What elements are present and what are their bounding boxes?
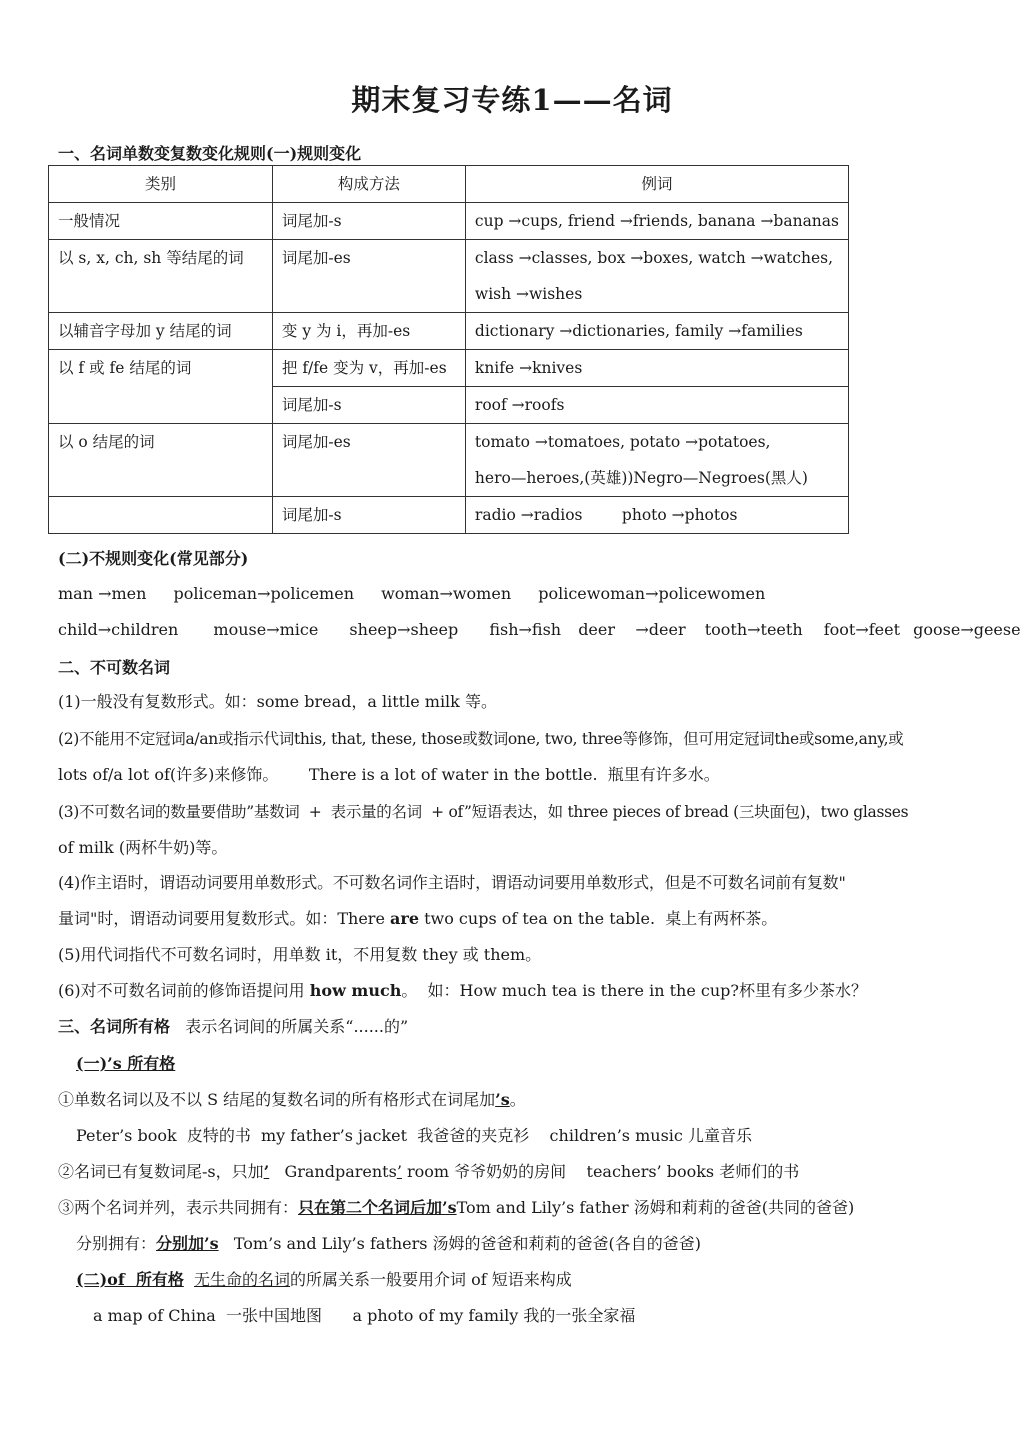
irregular-item: sheep→sheep (349, 620, 459, 639)
cell-category: 一般情况 (49, 203, 273, 240)
paragraph: of milk (两杯牛奶)等。 (58, 838, 228, 857)
table-header-row (49, 166, 849, 203)
cell-method: 词尾加-es (272, 424, 465, 497)
cell-category: 以 s, x, ch, sh 等结尾的词 (49, 240, 273, 313)
example-line: a map of China 一张中国地图 a photo of my family 我的一张全家福 (93, 1306, 636, 1325)
paragraph: (5)用代词指代不可数名词时，用单数 it，不用复数 they 或 them。 (58, 945, 542, 964)
section-3-heading (58, 1016, 408, 1038)
cell-category-empty (49, 497, 273, 534)
text-run: two cups of tea on the table. 桌上有两杯茶。 (419, 909, 778, 928)
text-run: 。 (509, 1090, 526, 1109)
table-row (49, 203, 849, 240)
cell-example: roof →roofs (465, 387, 848, 424)
text-run: 分别拥有： (76, 1234, 157, 1253)
cell-method: 词尾加-s (272, 203, 465, 240)
text-bold: are (390, 909, 419, 928)
irregular-item: policeman→policemen (173, 584, 354, 603)
text-run: Grandparents (269, 1162, 397, 1181)
paragraph (58, 908, 777, 930)
text-run: Tom’s and Lily’s fathers 汤姆的爸爸和莉莉的爸爸(各自的爸爸) (218, 1234, 702, 1253)
subheading-s-possessive: (一)’s 所有格 (76, 1054, 176, 1073)
irregular-item: child→children (58, 620, 179, 639)
cell-example (465, 424, 848, 497)
cell-method: 把 f/fe 变为 v，再加-es (272, 350, 465, 387)
text-underlined: 无生命的名词 (194, 1270, 291, 1289)
irregular-item: foot→feet (823, 620, 901, 639)
cell-category: 以 o 结尾的词 (49, 424, 273, 497)
irregular-item: man →men (58, 584, 147, 603)
header-category: 类别 (49, 166, 273, 203)
irregular-item: goose→geese (913, 620, 1021, 639)
cell-example-line: hero—heroes,(英雄))Negro—Negroes(黑人) (474, 469, 808, 487)
text-underlined: 只在第二个名词后加’s (298, 1198, 457, 1217)
irregular-item: mouse→mice (213, 620, 319, 639)
cell-method: 变 y 为 i，再加-es (272, 313, 465, 350)
header-example: 例词 (465, 166, 848, 203)
paragraph: (3)不可数名词的数量要借助”基数词 + 表示量的名词 + of”短语表达，如 three pieces of bread (三块面包)，two glasses (58, 803, 909, 821)
cell-method: 词尾加-es (272, 240, 465, 313)
text-bold: how much (309, 981, 402, 1000)
text-run: (6)对不可数名词前的修饰语提问用 (58, 981, 310, 1000)
paragraph (58, 980, 867, 1002)
cell-category: 以 f 或 fe 结尾的词 (49, 350, 273, 424)
cell-method: 词尾加-s (272, 387, 465, 424)
cell-example: knife →knives (465, 350, 848, 387)
text-run: ②名词已有复数词尾-s，只加 (58, 1162, 264, 1181)
text-mark: ’ (396, 1162, 402, 1181)
section-3-heading-bold: 三、名词所有格 (58, 1017, 171, 1036)
paragraph: (4)作主语时，谓语动词要用单数形式。不可数名词作主语时，谓语动词要用单数形式，但是不可数名词前有复数" (58, 873, 846, 892)
table-row (49, 240, 849, 313)
rule-1 (58, 1089, 526, 1111)
plural-rules-table (48, 165, 849, 534)
table-row (49, 424, 849, 497)
subheading-of-label: (二)of 所有格 (76, 1270, 184, 1289)
text-underlined: 分别加’s (156, 1234, 219, 1253)
section-2-heading: 二、不可数名词 (58, 658, 171, 677)
text-run: 。 如：How much tea is there in the cup?杯里有多少茶水？ (401, 981, 867, 1000)
rule-4 (76, 1233, 701, 1255)
paragraph: (2)不能用不定冠词a/an或指示代词this, that, these, those或数词one, two, three等修饰，但可用定冠词the或some,any,或 (58, 730, 904, 748)
cell-method: 词尾加-s (272, 497, 465, 534)
cell-example-line: tomato →tomatoes, potato →potatoes, (474, 433, 771, 451)
text-run: Tom and Lily’s father 汤姆和莉莉的爸爸(共同的爸爸) (456, 1198, 855, 1217)
example-line: Peter’s book 皮特的书 my father’s jacket 我爸爸的夹克衫 children’s music 儿童音乐 (76, 1126, 752, 1145)
irregular-item: woman→women (381, 584, 512, 603)
table-row (49, 497, 849, 534)
irregular-item: fish→fish (489, 620, 562, 639)
irregular-line-1 (58, 583, 787, 605)
table-row (49, 350, 849, 387)
text-run: 的所属关系一般要用介词 of 短语来构成 (290, 1270, 572, 1289)
text-mark: ’s (495, 1090, 510, 1109)
page-title: 期末复习专练1——名词 (351, 83, 673, 117)
text-run: 量词"时，谓语动词要用复数形式。如：There (58, 909, 391, 928)
irregular-line-2 (58, 619, 1021, 641)
irregular-item: deer →deer (578, 620, 686, 639)
table-row (49, 313, 849, 350)
irregular-item: policewoman→policewomen (538, 584, 766, 603)
cell-category: 以辅音字母加 y 结尾的词 (49, 313, 273, 350)
text-mark: ’ (263, 1162, 270, 1181)
cell-example: dictionary →dictionaries, family →families (465, 313, 848, 350)
text-run: ①单数名词以及不以 S 结尾的复数名词的所有格形式在词尾加 (58, 1090, 496, 1109)
section-3-heading-rest: 表示名词间的所属关系“......的” (170, 1017, 409, 1036)
rule-3 (58, 1197, 854, 1219)
header-method: 构成方法 (272, 166, 465, 203)
text-run: room 爷爷奶奶的房间 teachers’ books 老师们的书 (401, 1162, 800, 1181)
rule-2 (58, 1161, 799, 1183)
irregular-item: tooth→teeth (704, 620, 803, 639)
section-1-heading: 一、名词单数变复数变化规则(一)规则变化 (58, 144, 362, 163)
text-run: ③两个名词并列，表示共同拥有： (58, 1198, 299, 1217)
paragraph: (1)一般没有复数形式。如：some bread，a little milk 等。 (58, 692, 497, 711)
irregular-heading: (二)不规则变化(常见部分) (58, 549, 249, 568)
cell-example: cup →cups, friend →friends, banana →bananas (465, 203, 848, 240)
cell-example: class →classes, box →boxes, watch →watches, wish →wishes (465, 240, 848, 313)
subheading-of-possessive (76, 1269, 572, 1291)
paragraph: lots of/a lot of(许多)来修饰。 There is a lot of water in the bottle. 瓶里有许多水。 (58, 765, 720, 784)
cell-example: radio →radios photo →photos (465, 497, 848, 534)
